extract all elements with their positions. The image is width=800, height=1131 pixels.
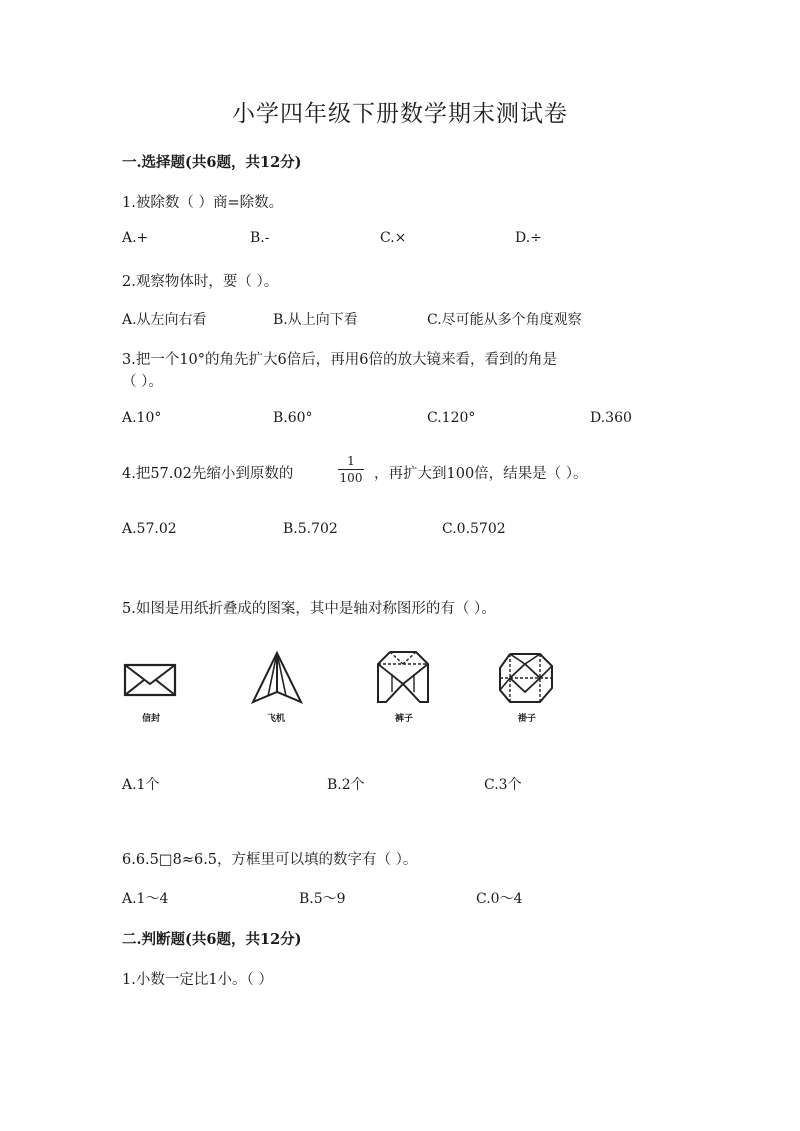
question-1: 1.被除数（ ）商=除数。 [122, 195, 284, 211]
question-4-before: 4.把57.02先缩小到原数的 [122, 466, 294, 482]
q6-option-c: C.0～4 [476, 891, 523, 907]
figure-caption-airplane: 飞机 [266, 714, 285, 724]
q5-option-c: C.3个 [484, 777, 522, 793]
q6-option-a: A.1～4 [122, 891, 169, 907]
q4-option-a: A.57.02 [122, 521, 177, 537]
jacket-figure [496, 650, 558, 706]
figure-caption-jacket: 褂子 [517, 714, 536, 724]
question-2: 2.观察物体时，要（ ）。 [122, 274, 279, 290]
fraction-bar [338, 469, 364, 470]
q2-option-b: B.从上向下看 [273, 312, 358, 328]
section-heading-choice: 一.选择题(共6题，共12分) [122, 154, 302, 171]
figure-caption-envelope: 信封 [141, 714, 160, 724]
judgement-1: 1.小数一定比1小。（ ） [122, 972, 273, 988]
question-6: 6.6.5□8≈6.5，方框里可以填的数字有（ ）。 [122, 852, 418, 868]
q3-option-b: B.60° [273, 410, 313, 426]
q3-option-a: A.10° [122, 410, 162, 426]
q3-option-d: D.360 [590, 410, 632, 426]
fraction-numerator: 1 [347, 454, 355, 468]
fraction-denominator: 100 [339, 471, 363, 485]
q4-option-c: C.0.5702 [442, 521, 506, 537]
paper-airplane-figure [248, 650, 306, 708]
q2-option-c: C.尽可能从多个角度观察 [427, 312, 582, 328]
q6-option-b: B.5～9 [299, 891, 346, 907]
question-5: 5.如图是用纸折叠成的图案，其中是轴对称图形的有（ ）。 [122, 601, 496, 617]
question-4-after: ，再扩大到100倍，结果是（ ）。 [374, 466, 588, 482]
q1-option-c: C.× [380, 230, 407, 246]
pants-figure [372, 650, 434, 706]
q1-option-b: B.- [250, 230, 270, 246]
question-3-line1: 3.把一个10°的角先扩大6倍后，再用6倍的放大镜来看，看到的角是 [122, 352, 557, 368]
q3-option-c: C.120° [427, 410, 476, 426]
q5-option-a: A.1个 [122, 777, 160, 793]
page-title: 小学四年级下册数学期末测试卷 [232, 101, 568, 127]
question-3-line2: （ ）。 [122, 374, 163, 390]
figure-caption-pants: 裤子 [394, 714, 413, 724]
q5-option-b: B.2个 [327, 777, 365, 793]
q2-option-a: A.从左向右看 [122, 312, 207, 328]
q1-option-a: A.+ [122, 230, 149, 246]
q1-option-d: D.÷ [515, 230, 542, 246]
fraction-one-hundredth [338, 454, 364, 485]
envelope-figure [120, 660, 180, 700]
section-heading-judgement: 二.判断题(共6题，共12分) [122, 931, 302, 948]
q4-option-b: B.5.702 [283, 521, 338, 537]
